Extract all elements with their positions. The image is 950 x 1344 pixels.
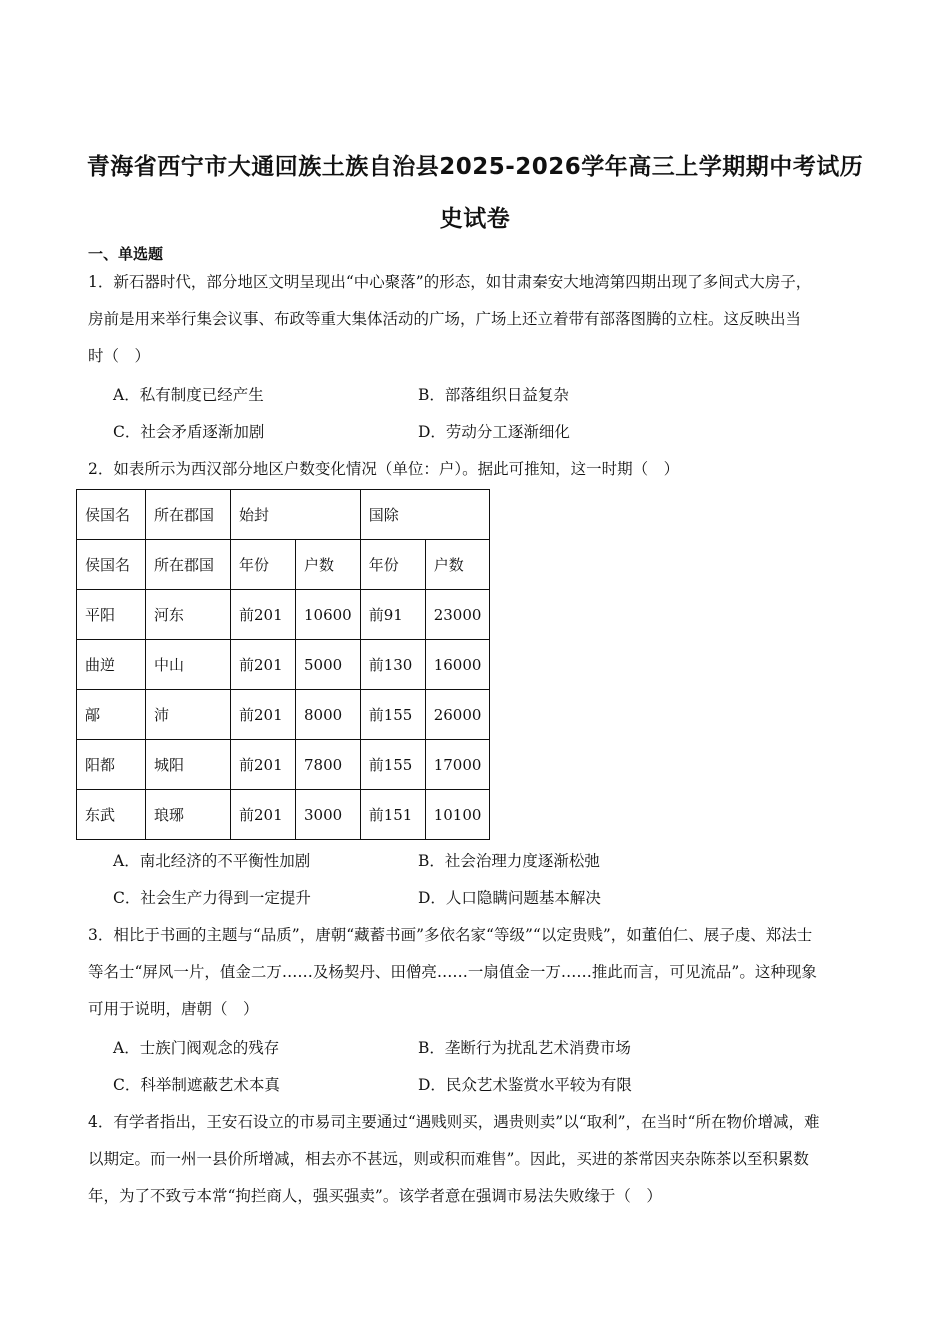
q3-option-c[interactable]: C．科举制遮蔽艺术本真 bbox=[113, 1076, 280, 1094]
table-cell: 前91 bbox=[360, 590, 425, 640]
page-title-line2: 史试卷 bbox=[439, 206, 511, 232]
table-cell: 中山 bbox=[146, 640, 231, 690]
table-cell: 7800 bbox=[296, 740, 361, 790]
q1-option-c[interactable]: C．社会矛盾逐渐加剧 bbox=[113, 423, 265, 441]
table-cell: 沛 bbox=[146, 690, 231, 740]
table-header-cell: 所在郡国 bbox=[146, 540, 231, 590]
table-cell: 5000 bbox=[296, 640, 361, 690]
q1-option-b[interactable]: B．部落组织日益复杂 bbox=[418, 386, 569, 404]
question-text-line: 房前是用来举行集会议事、布政等重大集体活动的广场，广场上还立着带有部落图腾的立柱。这反映出当 bbox=[88, 310, 802, 328]
table-cell: 河东 bbox=[146, 590, 231, 640]
table-header-cell: 年份 bbox=[231, 540, 296, 590]
section-heading: 一、单选题 bbox=[88, 245, 164, 263]
q2-option-c[interactable]: C．社会生产力得到一定提升 bbox=[113, 889, 311, 907]
question-text-line: 2．如表所示为西汉部分地区户数变化情况（单位：户）。据此可推知，这一时期（ ） bbox=[88, 460, 680, 478]
question-text-line: 1．新石器时代，部分地区文明呈现出“中心聚落”的形态，如甘肃秦安大地湾第四期出现了多间式大房子， bbox=[88, 273, 812, 291]
table-cell: 阳都 bbox=[77, 740, 146, 790]
table-cell: 曲逆 bbox=[77, 640, 146, 690]
table-cell: 16000 bbox=[425, 640, 490, 690]
table-cell: 10100 bbox=[425, 790, 490, 840]
question-text-line: 以期定。而一州一县价所增减，相去亦不甚远，则或积而难售”。因此，买进的茶常因夹杂陈茶以至积累数 bbox=[88, 1150, 809, 1168]
table-header-cell: 所在郡国 bbox=[146, 490, 231, 540]
table-header-row bbox=[77, 540, 490, 590]
table-row bbox=[77, 690, 490, 740]
question-text-line: 3．相比于书画的主题与“品质”，唐朝“藏蓄书画”多依名家“等级”“以定贵贱”，如董伯仁、展子虔、郑法士 bbox=[88, 926, 813, 944]
table-header-cell: 侯国名 bbox=[77, 490, 146, 540]
q3-option-b[interactable]: B．垄断行为扰乱艺术消费市场 bbox=[418, 1039, 631, 1057]
table-header-cell: 年份 bbox=[360, 540, 425, 590]
question-text-line: 等名士“屏风一片，值金二万……及杨契丹、田僧亮……一扇值金一万……推此而言，可见流品”。这种现象 bbox=[88, 963, 817, 981]
table-cell: 前155 bbox=[360, 690, 425, 740]
question-text-line: 年，为了不致亏本常“拘拦商人，强买强卖”。该学者意在强调市易法失败缘于（ ） bbox=[88, 1187, 662, 1205]
table-cell: 前201 bbox=[231, 790, 296, 840]
q3-option-d[interactable]: D．民众艺术鉴赏水平较为有限 bbox=[418, 1076, 632, 1094]
q1-option-d[interactable]: D．劳动分工逐渐细化 bbox=[418, 423, 570, 441]
table-cell: 琅琊 bbox=[146, 790, 231, 840]
q3-option-a[interactable]: A．士族门阀观念的残存 bbox=[113, 1039, 280, 1057]
question-text-line: 时（ ） bbox=[88, 347, 151, 365]
question-text-line: 4．有学者指出，王安石设立的市易司主要通过“遇贱则买，遇贵则卖”以“取利”，在当时“所在物价增减，难 bbox=[88, 1113, 820, 1131]
table-header-row bbox=[77, 490, 490, 540]
table-header-cell: 国除 bbox=[360, 490, 490, 540]
table-cell: 前201 bbox=[231, 640, 296, 690]
table-row bbox=[77, 790, 490, 840]
q2-option-b[interactable]: B．社会治理力度逐渐松弛 bbox=[418, 852, 600, 870]
table-cell: 3000 bbox=[296, 790, 361, 840]
q2-option-d[interactable]: D．人口隐瞒问题基本解决 bbox=[418, 889, 601, 907]
table-cell: 26000 bbox=[425, 690, 490, 740]
table-cell: 前201 bbox=[231, 740, 296, 790]
table-row bbox=[77, 640, 490, 690]
table-cell: 17000 bbox=[425, 740, 490, 790]
question-1-stem bbox=[88, 264, 864, 375]
table-cell: 平阳 bbox=[77, 590, 146, 640]
table-cell: 东武 bbox=[77, 790, 146, 840]
table-header-cell: 户数 bbox=[296, 540, 361, 590]
question-4-stem bbox=[88, 1104, 864, 1215]
table-cell: 前201 bbox=[231, 690, 296, 740]
table-header-cell: 户数 bbox=[425, 540, 490, 590]
table-row bbox=[77, 590, 490, 640]
table-cell: 前201 bbox=[231, 590, 296, 640]
page-title-line1: 青海省西宁市大通回族土族自治县2025-2026学年高三上学期期中考试历 bbox=[86, 154, 864, 180]
table-cell: 前155 bbox=[360, 740, 425, 790]
table-cell: 8000 bbox=[296, 690, 361, 740]
q2-option-a[interactable]: A．南北经济的不平衡性加剧 bbox=[113, 852, 311, 870]
question-3-stem bbox=[88, 917, 864, 1028]
household-table bbox=[76, 489, 490, 840]
table-header-cell: 侯国名 bbox=[77, 540, 146, 590]
question-text-line: 可用于说明，唐朝（ ） bbox=[88, 1000, 259, 1018]
table-cell: 23000 bbox=[425, 590, 490, 640]
table-row bbox=[77, 740, 490, 790]
table-cell: 城阳 bbox=[146, 740, 231, 790]
q1-option-a[interactable]: A．私有制度已经产生 bbox=[113, 386, 264, 404]
table-cell: 10600 bbox=[296, 590, 361, 640]
table-header-cell: 始封 bbox=[231, 490, 361, 540]
question-2-stem bbox=[88, 451, 864, 488]
table-cell: 前151 bbox=[360, 790, 425, 840]
table-cell: 前130 bbox=[360, 640, 425, 690]
table-cell: 鄗 bbox=[77, 690, 146, 740]
